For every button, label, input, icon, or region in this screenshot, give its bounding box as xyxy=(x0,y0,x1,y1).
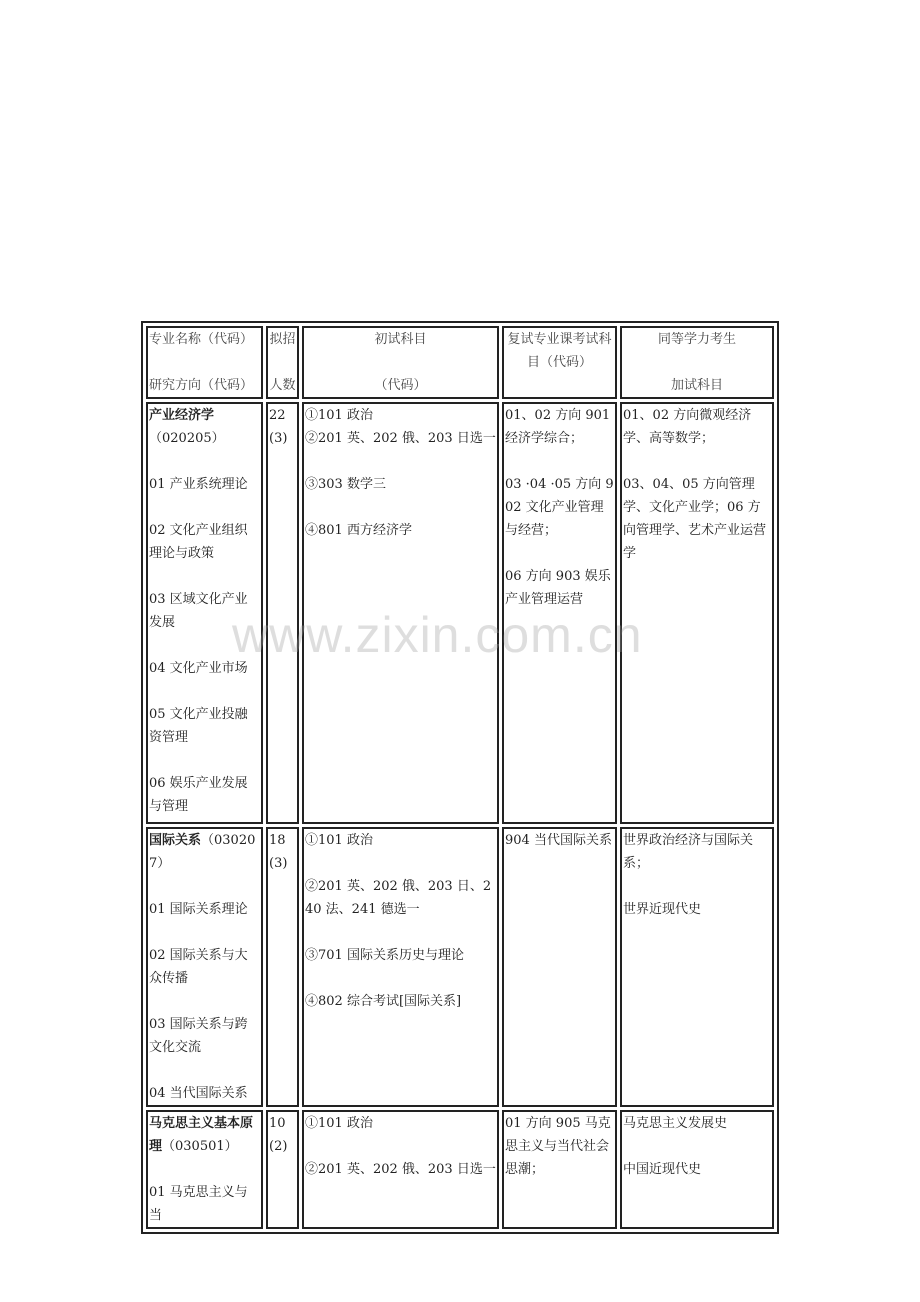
major-cell xyxy=(146,1110,263,1229)
retest-cell xyxy=(502,827,617,1107)
header-row xyxy=(146,326,774,399)
retest-item: 01 方向 905 马克思主义与当代社会思潮； xyxy=(505,1116,611,1177)
table-row xyxy=(146,402,774,824)
direction: 01 国际关系理论 xyxy=(149,902,248,917)
extra-item: 世界近现代史 xyxy=(623,902,702,917)
watermark: www.zixin.com.cn xyxy=(232,607,643,663)
direction: 04 当代国际关系 xyxy=(149,1086,248,1101)
exam-item: ④801 西方经济学 xyxy=(305,523,412,538)
quota-cell: 18(3) xyxy=(266,827,299,1107)
direction: 01 产业系统理论 xyxy=(149,477,248,492)
extra-cell xyxy=(620,402,774,824)
major-name: 国际关系 xyxy=(149,833,202,848)
exam-item: ②201 英、202 俄、203 日选一 xyxy=(305,1162,496,1177)
header-quota: 拟招 人数 xyxy=(266,326,299,399)
direction: 05 文化产业投融资管理 xyxy=(149,707,248,745)
exams-cell xyxy=(302,402,499,824)
table-row xyxy=(146,827,774,1107)
extra-cell xyxy=(620,1110,774,1229)
exam-item: ②201 英、202 俄、203 日选一 xyxy=(305,431,496,446)
admissions-table xyxy=(141,321,779,1234)
header-exams: 初试科目 （代码） xyxy=(302,326,499,399)
major-name: 马克思主义基本原理 xyxy=(149,1116,254,1154)
exam-item: ③303 数学三 xyxy=(305,477,386,492)
extra-item: 03、04、05 方向管理学、文化产业学；06 方向管理学、艺术产业运营学 xyxy=(623,477,767,561)
header-retest: 复试专业课考试科目（代码） xyxy=(502,326,617,399)
exam-item: ①101 政治 xyxy=(305,833,373,848)
direction: 02 国际关系与大众传播 xyxy=(149,948,248,986)
major-cell xyxy=(146,827,263,1107)
major-code: （030207） xyxy=(149,833,256,871)
major-code: （020205） xyxy=(149,431,225,446)
major-code: （030501） xyxy=(162,1139,238,1154)
header-extra: 同等学力考生 加试科目 xyxy=(620,326,774,399)
extra-item: 01、02 方向微观经济学、高等数学； xyxy=(623,408,752,446)
retest-cell xyxy=(502,1110,617,1229)
exam-item: ④802 综合考试[国际关系] xyxy=(305,994,462,1009)
exam-item: ②201 英、202 俄、203 日、240 法、241 德选一 xyxy=(305,879,492,917)
direction: 03 区域文化产业发展 xyxy=(149,592,248,630)
quota-cell: 22(3) xyxy=(266,402,299,824)
exam-item: ③701 国际关系历史与理论 xyxy=(305,948,464,963)
extra-item: 马克思主义发展史 xyxy=(623,1116,728,1131)
exams-cell xyxy=(302,827,499,1107)
exam-item: ①101 政治 xyxy=(305,408,373,423)
major-name: 产业经济学 xyxy=(149,408,215,423)
exam-item: ①101 政治 xyxy=(305,1116,373,1131)
retest-item: 904 当代国际关系 xyxy=(505,833,612,848)
direction: 02 文化产业组织理论与政策 xyxy=(149,523,248,561)
direction: 06 娱乐产业发展与管理 xyxy=(149,776,248,814)
extra-item: 中国近现代史 xyxy=(623,1162,702,1177)
quota-cell: 10(2) xyxy=(266,1110,299,1229)
major-cell xyxy=(146,402,263,824)
direction: 03 国际关系与跨文化交流 xyxy=(149,1017,248,1055)
retest-item: 06 方向 903 娱乐产业管理运营 xyxy=(505,569,611,607)
exams-cell xyxy=(302,1110,499,1229)
retest-item: 01、02 方向 901 经济学综合； xyxy=(505,408,611,446)
header-major: 专业名称（代码） 研究方向（代码） xyxy=(146,326,263,399)
extra-item: 世界政治经济与国际关系； xyxy=(623,833,754,871)
table-row xyxy=(146,1110,774,1229)
direction: 01 马克思主义与当 xyxy=(149,1185,248,1223)
direction: 04 文化产业市场 xyxy=(149,661,248,676)
retest-item: 03 ·04 ·05 方向 902 文化产业管理与经营； xyxy=(505,477,614,538)
extra-cell xyxy=(620,827,774,1107)
retest-cell xyxy=(502,402,617,824)
